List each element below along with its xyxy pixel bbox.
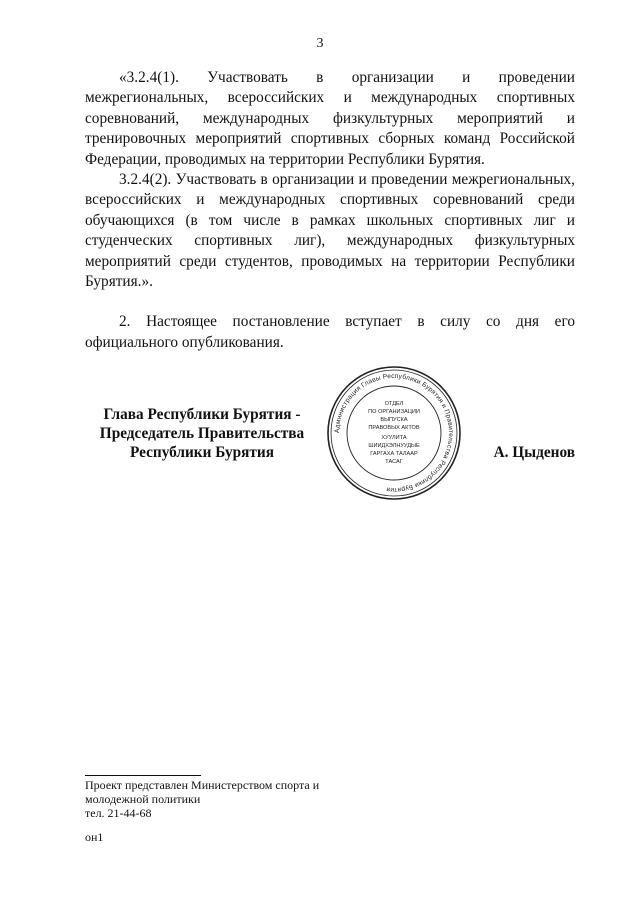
seal-center-line: ГАРГАХА ТАЛААР [370, 451, 418, 457]
signatory-title-line: Глава Республики Бурятия - [103, 406, 301, 423]
footnote-line: молодежной политики [85, 792, 201, 806]
footnote [85, 778, 385, 820]
svg-text:Администрация Главы Республики [334, 373, 454, 493]
official-seal [326, 365, 462, 501]
paragraph-3-2-4-2: 3.2.4(2). Участвовать в организации и проведении межрегиональных, всероссийских и международных спортивных соревнований среди обучающихся (в том числе в рамках школьных спортивных лиг и студенческих спортивных лиг), международных физкультурных мероприятий среди студентов, проводимых на территории Республики Бурятия.». [85, 171, 575, 291]
signatory-title [62, 405, 342, 462]
seal-center-line: ВЫПУСКА [380, 417, 408, 423]
footnote-line: Проект представлен Министерством спорта и [85, 778, 320, 792]
seal-outer-text: Администрация Главы Республики Бурятия и Правительства Республики Бурятия [333, 372, 455, 494]
document-body [85, 68, 575, 353]
signatory-title-line: Председатель Правительства [99, 425, 305, 442]
page-number: 3 [316, 36, 324, 51]
seal-center-line: ХУУЛИТА [381, 435, 407, 441]
seal-center-line: ПРАВОВЫХ АКТОВ [368, 425, 420, 431]
signatory-title-line: Республики Бурятия [129, 444, 275, 461]
paragraph-effective-date: 2. Настоящее постановление вступает в силу со дня его официального опубликования. [85, 313, 575, 351]
seal-center-line: ПО ОРГАНИЗАЦИИ [368, 409, 420, 415]
seal-center-line: ШИИДХЭЛНУУДЫЕ [368, 443, 420, 449]
seal-center-line: ОТДЕЛ [384, 401, 404, 407]
paragraph-3-2-4-1: «3.2.4(1). Участвовать в организации и проведении межрегиональных, всероссийских и международных спортивных соревнований, международных физкультурных мероприятий и тренировочных мероприятий спортивных сборных команд Российской Федерации, проводимых на территории Республики Бурятия. [85, 69, 575, 168]
seal-center-line: ТАСАГ [385, 459, 403, 465]
document-code: он1 [85, 830, 104, 844]
signatory-name: А. Цыденов [493, 444, 575, 461]
footnote-line: тел. 21-44-68 [85, 806, 152, 820]
footnote-divider [85, 775, 201, 776]
